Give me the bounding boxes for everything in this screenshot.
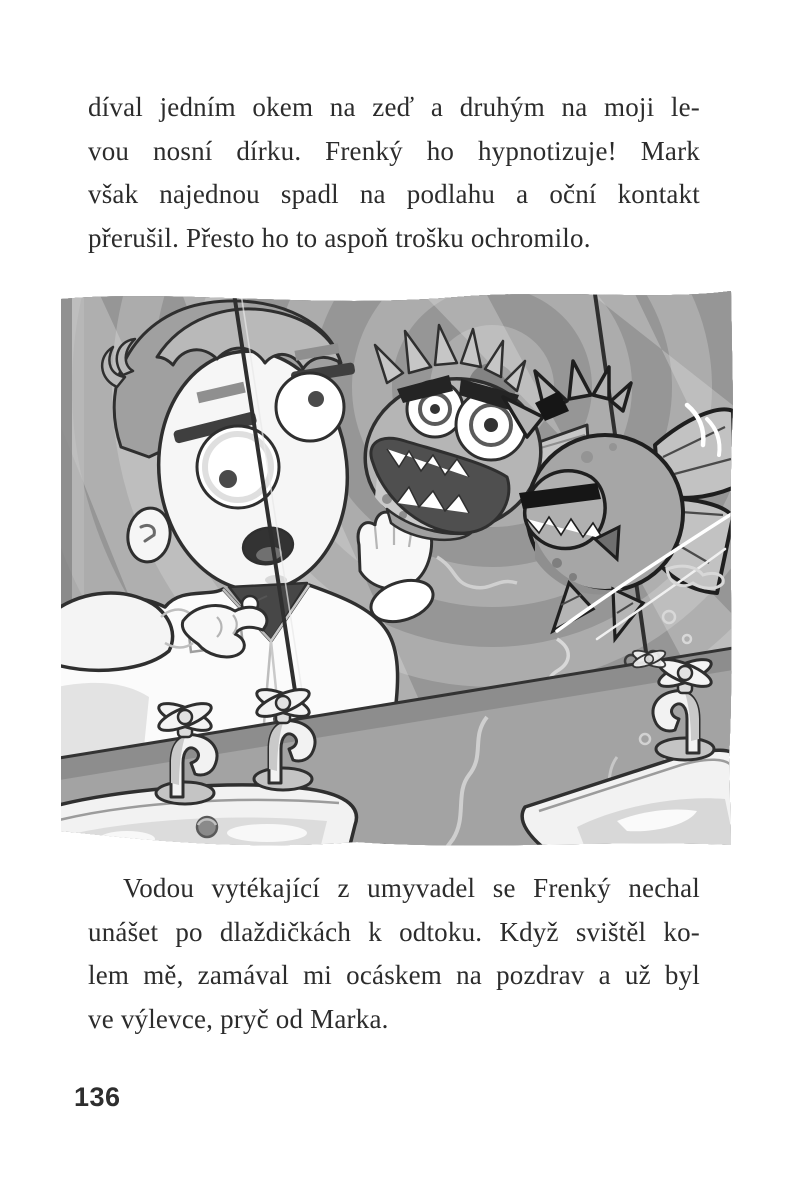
text-line: lem mě, zamával mi ocáskem na pozdrav a už byl (88, 960, 700, 990)
body-text-paragraph-bottom (88, 867, 700, 1041)
text-line: však najednou spadl na podlahu a oční kontakt (88, 179, 700, 209)
right-eye (276, 373, 344, 441)
text-line: ve výlevce, pryč od Marka. (88, 1003, 389, 1034)
story-illustration (57, 287, 735, 853)
text-line: díval jedním okem na zeď a druhým na moji le- (88, 92, 700, 122)
text-line: přerušil. Přesto ho to aspoň trošku ochromilo. (88, 222, 591, 253)
body-text-paragraph-top (88, 86, 700, 260)
goldfish-cheek (525, 471, 605, 549)
left-sleeve (57, 593, 173, 670)
page-number: 136 (74, 1082, 121, 1112)
text-line: Vodou vytékající z umyvadel se Frenký nechal (123, 873, 700, 903)
story-illustration-svg (57, 287, 735, 853)
text-line: unášet po dlaždičkách k odtoku. Když svištěl ko- (88, 916, 700, 947)
text-line: vou nosní dírku. Frenký ho hypnotizuje! Mark (88, 135, 700, 166)
